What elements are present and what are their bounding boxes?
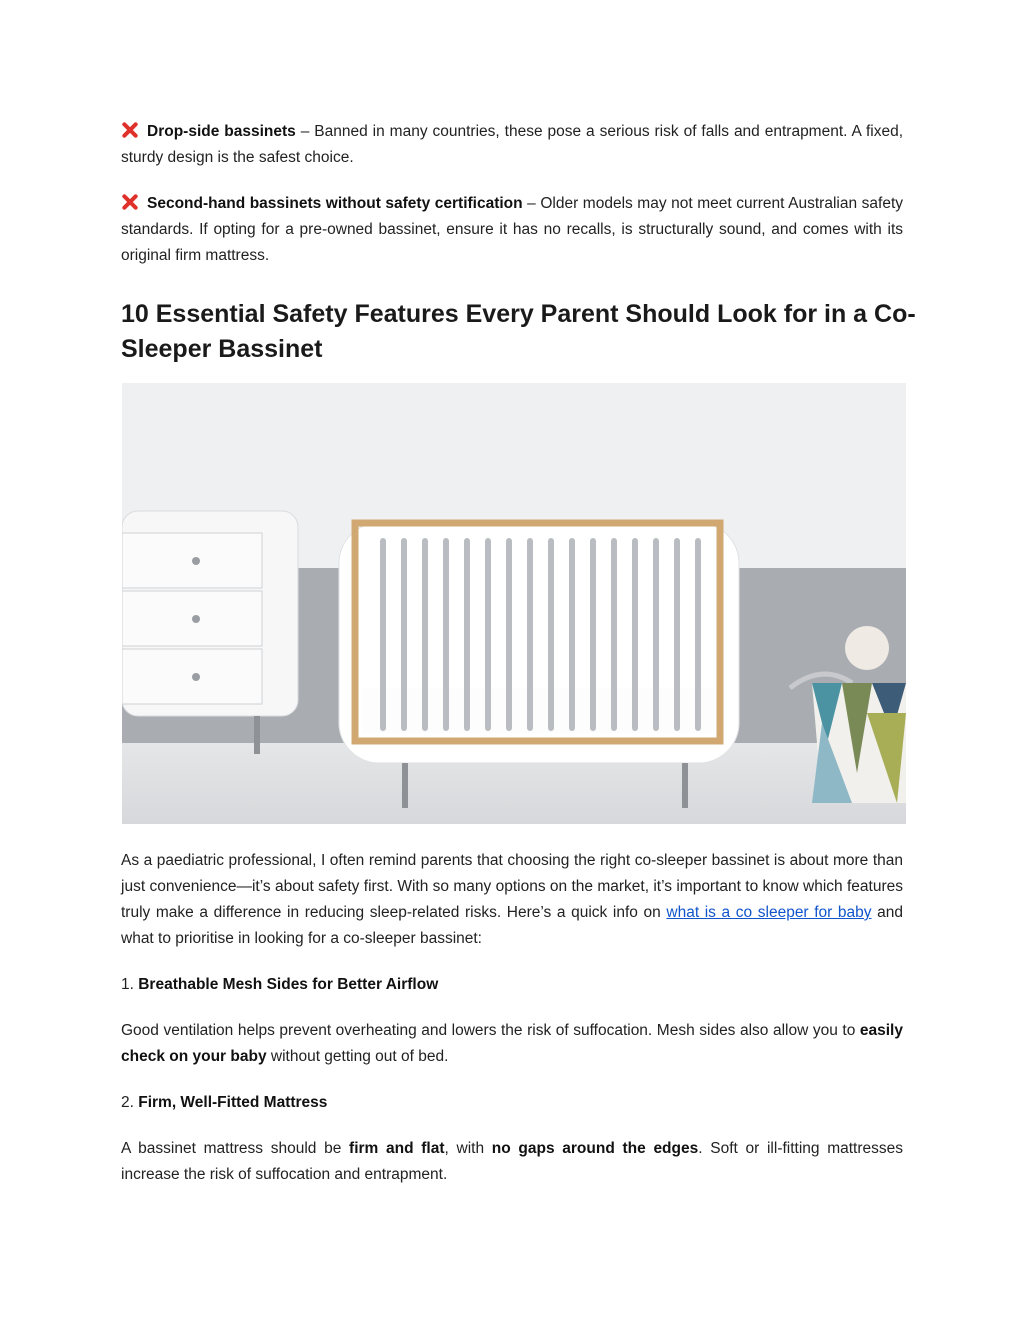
- feature-desc-text: A bassinet mattress should be: [121, 1140, 350, 1157]
- feature-2-description: [121, 1136, 903, 1188]
- avoid-item-title: Second-hand bassinets without safety certification: [147, 195, 523, 212]
- feature-2-title: [121, 1090, 903, 1116]
- feature-desc-text: . Soft or ill-fitting mattresses increase the risk of suffocation and entrapment.: [121, 1140, 904, 1183]
- avoid-item-title: Drop-side bassinets: [147, 123, 296, 140]
- co-sleeper-crib-photo: [122, 383, 906, 824]
- section-heading: 10 Essential Safety Features Every Parent Should Look for in a Co-Sleeper Bassinet: [121, 300, 916, 363]
- intro-text: As a paediatric professional, I often remind parents that choosing the right co-sleeper bassinet is about more than just convenience—it’s about safety first. With so many options on the market, it’s important to know which features truly make a difference in reducing sleep-related risks. Here’s a quick info on: [121, 852, 903, 921]
- feature-desc-text: , with: [444, 1140, 492, 1157]
- intro-paragraph: [121, 848, 903, 952]
- avoid-item-text: – Banned in many countries, these pose a serious risk of falls and entrapment. A fixed, sturdy design is the safest choice.: [121, 123, 904, 166]
- avoid-item-text: – Older models may not meet current Australian safety standards. If opting for a pre-owned bassinet, ensure it has no recalls, is structurally sound, and comes with its original firm mattress.: [121, 195, 903, 264]
- feature-desc-bold: easily check on your baby: [121, 1022, 903, 1065]
- feature-1-description: [121, 1018, 903, 1070]
- feature-number: 2.: [121, 1094, 139, 1111]
- feature-desc-text: Good ventilation helps prevent overheating and lowers the risk of suffocation. Mesh sides also allow you to: [121, 1022, 860, 1039]
- red-x-icon: [121, 193, 139, 211]
- feature-title: Breathable Mesh Sides for Better Airflow: [138, 976, 439, 993]
- red-x-icon: [121, 121, 139, 139]
- feature-title: Firm, Well-Fitted Mattress: [138, 1094, 328, 1111]
- feature-desc-bold: no gaps around the edges: [491, 1140, 699, 1157]
- intro-text-tail: and what to prioritise in looking for a co-sleeper bassinet:: [121, 904, 904, 947]
- feature-desc-bold: firm and flat: [349, 1140, 445, 1157]
- nursery-illustration: [122, 383, 906, 824]
- feature-desc-text: without getting out of bed.: [266, 1048, 449, 1065]
- feature-1-title: [121, 972, 903, 998]
- avoid-item-drop-side: [121, 119, 903, 171]
- avoid-item-second-hand: [121, 191, 903, 269]
- co-sleeper-link[interactable]: what is a co sleeper for baby: [666, 904, 872, 921]
- feature-number: 1.: [121, 976, 139, 993]
